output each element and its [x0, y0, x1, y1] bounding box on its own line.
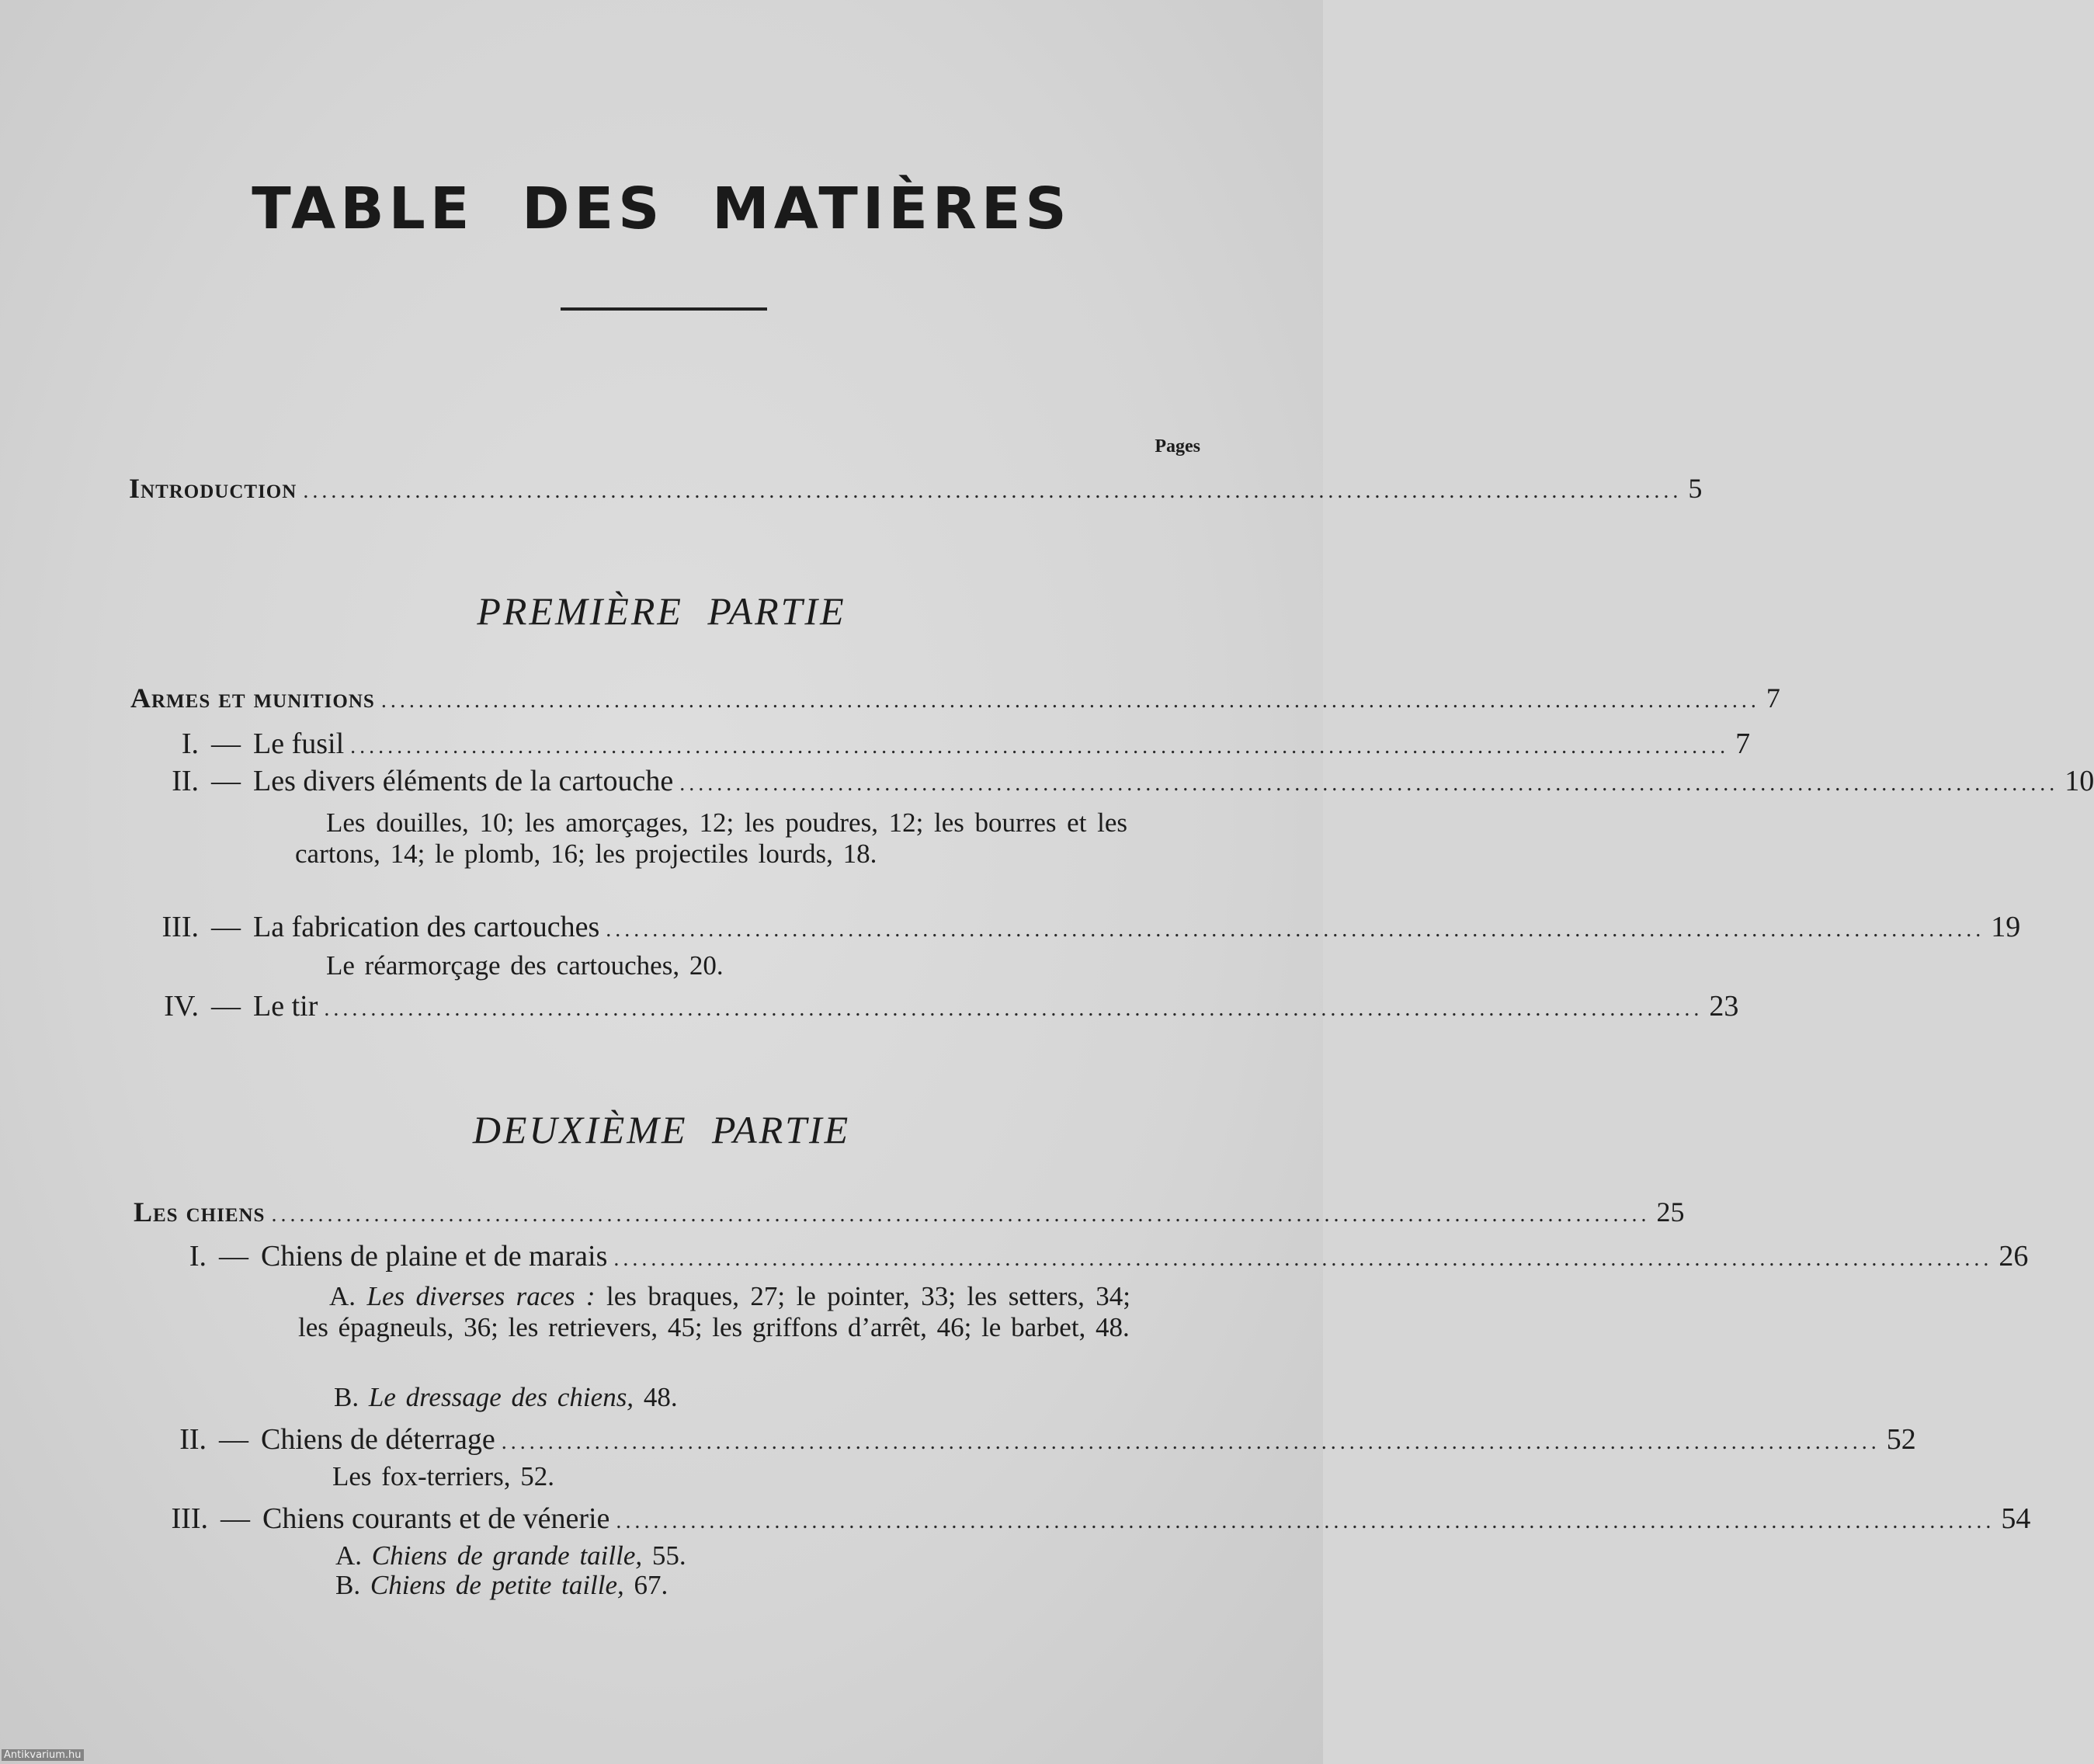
- leader-dots: ....................................................................................................................................................: [679, 772, 2059, 796]
- chapter-number: I.: [181, 727, 199, 760]
- detail-italic: Le dressage des chiens,: [368, 1382, 634, 1412]
- entry-page: 52: [1886, 1423, 1916, 1456]
- leader-dots: ....................................................................................................................................................: [613, 1247, 1993, 1271]
- entry-label: Introduction: [129, 473, 297, 504]
- entry-page: 19: [1991, 911, 2021, 943]
- toc-chapter[interactable]: [144, 989, 1739, 1023]
- chapter-detail: [326, 950, 1134, 981]
- page-title: TABLE DES MATIÈRES: [252, 175, 1071, 242]
- leader-dots: ....................................................................................................................................................: [350, 734, 1730, 759]
- chapter-detail-a: [335, 1540, 1127, 1571]
- chapter-detail-b: [334, 1382, 1126, 1413]
- chapter-detail-text: Les douilles, 10; les amorçages, 12; les poudres, 12; les bourres et les cartons, 14; le plomb, 16; les projectiles lourds, 18.: [295, 807, 1127, 869]
- chapter-number: II.: [179, 1423, 207, 1456]
- detail-prefix: B.: [335, 1570, 361, 1600]
- entry-label: Les chiens: [134, 1196, 266, 1228]
- toc-chapter[interactable]: [152, 1422, 1916, 1457]
- toc-chapter[interactable]: [154, 1502, 2031, 1536]
- detail-prefix: A.: [329, 1281, 356, 1311]
- watermark: Antikvarium.hu: [2, 1749, 84, 1761]
- em-dash: —: [211, 765, 241, 797]
- leader-dots: ....................................................................................................................................................: [606, 918, 1985, 942]
- entry-page: 23: [1709, 990, 1739, 1023]
- chapter-number: IV.: [164, 990, 199, 1023]
- entry-label: Armes et munitions: [130, 682, 375, 714]
- toc-entry-introduction[interactable]: [129, 472, 1703, 505]
- chapter-title: Chiens courants et de vénerie: [262, 1502, 610, 1535]
- em-dash: —: [219, 1240, 248, 1273]
- chapter-title: Chiens de plaine et de marais: [261, 1240, 608, 1273]
- toc-section-chiens[interactable]: [134, 1196, 1685, 1228]
- chapter-detail-b: [335, 1570, 1127, 1601]
- toc-section-armes[interactable]: [130, 682, 1780, 714]
- chapter-detail: [295, 807, 1127, 870]
- leader-dots: ....................................................................................................................................................: [501, 1430, 1880, 1454]
- part-heading-2: DEUXIÈME PARTIE: [472, 1108, 851, 1151]
- chapter-detail: [332, 1461, 1124, 1492]
- detail-italic: Les diverses races :: [366, 1281, 596, 1311]
- toc-chapter[interactable]: [152, 1239, 2029, 1273]
- entry-page: 5: [1688, 473, 1703, 504]
- leader-dots: ....................................................................................................................................................: [380, 689, 1760, 713]
- chapter-title: Chiens de déterrage: [261, 1423, 495, 1456]
- entry-page: 10: [2064, 765, 2094, 797]
- em-dash: —: [211, 990, 241, 1023]
- entry-page: 7: [1735, 727, 1751, 760]
- chapter-number: II.: [172, 765, 199, 797]
- leader-dots: ....................................................................................................................................................: [271, 1203, 1651, 1227]
- toc-chapter[interactable]: [144, 764, 2094, 798]
- entry-page: 7: [1766, 682, 1780, 714]
- toc-chapter[interactable]: [144, 910, 2021, 944]
- detail-prefix: A.: [335, 1540, 363, 1571]
- leader-dots: ....................................................................................................................................................: [324, 997, 1703, 1021]
- entry-page: 26: [1999, 1240, 2029, 1273]
- leader-dots: ....................................................................................................................................................: [616, 1509, 1995, 1533]
- em-dash: —: [221, 1502, 250, 1535]
- chapter-number: III.: [161, 911, 199, 943]
- chapter-title: Les divers éléments de la cartouche: [253, 765, 674, 797]
- detail-text: 67.: [634, 1570, 668, 1600]
- detail-text: 48.: [643, 1382, 678, 1412]
- entry-page: 54: [2001, 1502, 2031, 1535]
- chapter-detail-text: Les fox-terriers, 52.: [332, 1461, 554, 1491]
- toc-chapter[interactable]: [144, 727, 1751, 761]
- part-heading-1: PREMIÈRE PARTIE: [477, 589, 846, 633]
- em-dash: —: [219, 1423, 248, 1456]
- chapter-title: Le fusil: [253, 727, 345, 760]
- chapter-number: I.: [189, 1240, 207, 1273]
- em-dash: —: [211, 727, 241, 760]
- detail-text: les braques, 27; le pointer, 33; les setters, 34; les épagneuls, 36; les retrievers, 45; les griffons d’arrêt, 46; le barbet, 48.: [298, 1281, 1131, 1342]
- chapter-title: La fabrication des cartouches: [253, 911, 600, 943]
- detail-prefix: B.: [334, 1382, 359, 1412]
- detail-italic: Chiens de grande taille,: [371, 1540, 643, 1571]
- chapter-detail-a: [298, 1281, 1130, 1343]
- leader-dots: ....................................................................................................................................................: [303, 479, 1682, 503]
- chapter-number: III.: [171, 1502, 208, 1535]
- entry-page: 25: [1656, 1196, 1685, 1228]
- detail-text: 55.: [651, 1540, 686, 1571]
- pages-column-label: Pages: [1155, 436, 1200, 457]
- chapter-title: Le tir: [253, 990, 318, 1023]
- title-divider: [561, 307, 767, 311]
- em-dash: —: [211, 911, 241, 943]
- detail-italic: Chiens de petite taille,: [370, 1570, 624, 1600]
- chapter-detail-text: Le réarmorçage des cartouches, 20.: [326, 950, 724, 981]
